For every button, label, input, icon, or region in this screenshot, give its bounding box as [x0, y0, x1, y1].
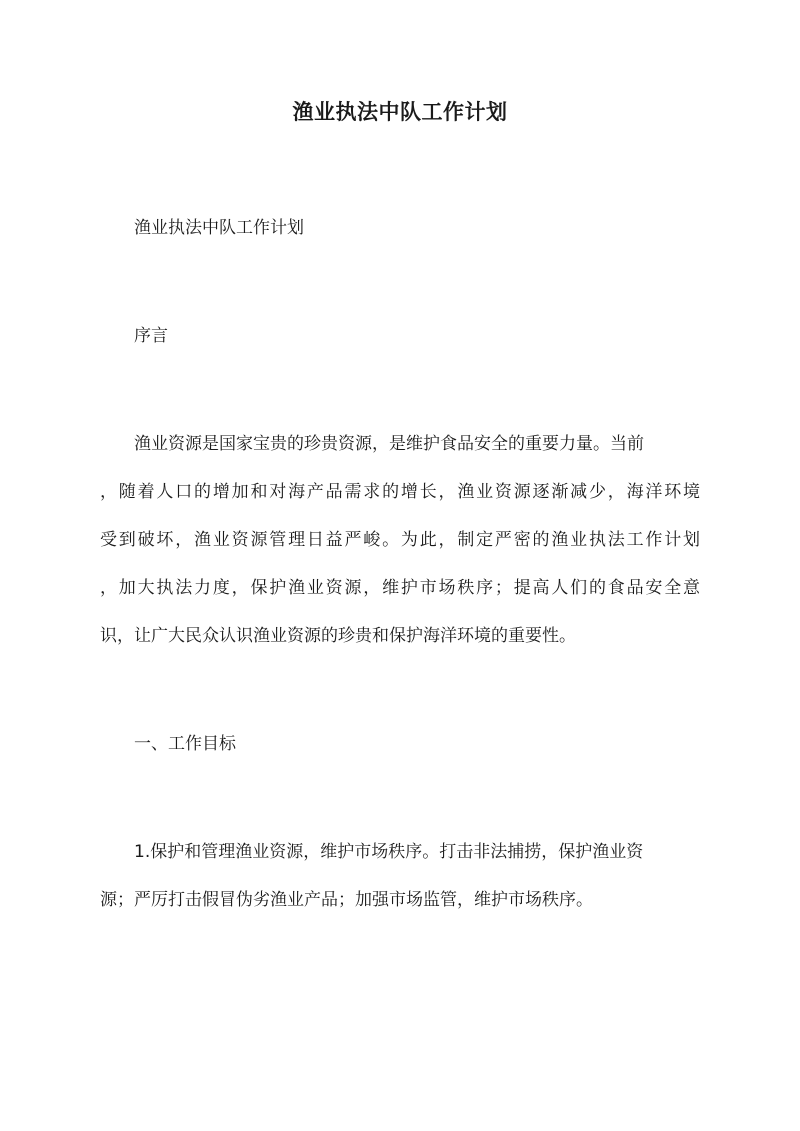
paragraph-line: 渔业资源是国家宝贵的珍贵资源，是维护食品安全的重要力量。当前	[134, 434, 644, 454]
section-heading: 一、工作目标	[134, 734, 236, 754]
paragraph-line: 源；严厉打击假冒伪劣渔业产品；加强市场监管，维护市场秩序。	[100, 890, 593, 910]
preface-heading: 序言	[134, 326, 168, 346]
paragraph-line: 1.保护和管理渔业资源，维护市场秩序。打击非法捕捞，保护渔业资	[134, 842, 644, 862]
document-title: 渔业执法中队工作计划	[292, 99, 508, 124]
document-subtitle: 渔业执法中队工作计划	[134, 218, 304, 238]
paragraph-line: ，加大执法力度，保护渔业资源，维护市场秩序；提高人们的食品安全意	[100, 578, 700, 598]
paragraph-line: 受到破坏，渔业资源管理日益严峻。为此，制定严密的渔业执法工作计划	[100, 530, 700, 550]
paragraph-line: ，随着人口的增加和对海产品需求的增长，渔业资源逐渐减少，海洋环境	[100, 482, 700, 502]
paragraph-line: 识，让广大民众认识渔业资源的珍贵和保护海洋环境的重要性。	[100, 626, 576, 646]
